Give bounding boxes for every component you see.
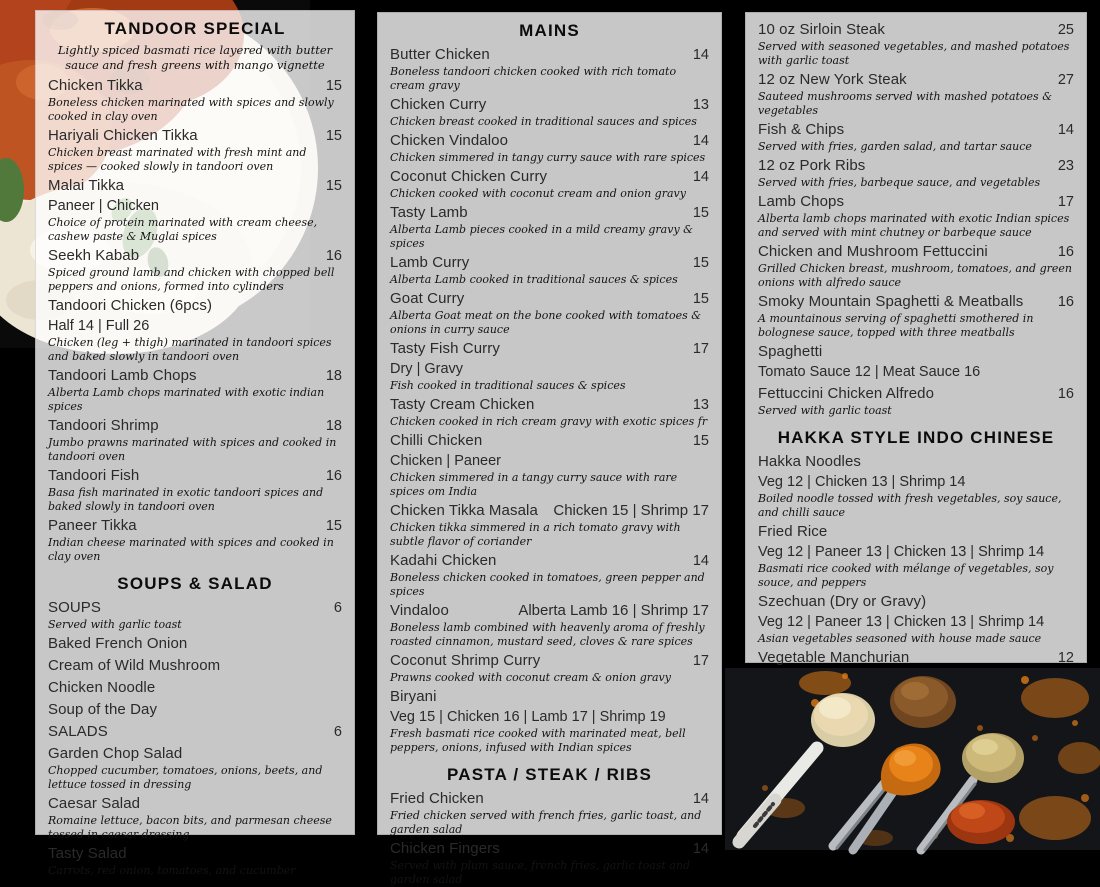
item-description: Asian vegetables seasoned with house made sauce <box>758 632 1042 645</box>
item-description: Chopped cucumber, tomatoes, onions, beets, and lettuce tossed in dressing <box>48 764 323 791</box>
item-name: Tasty Salad <box>48 845 127 862</box>
menu-item <box>758 292 1074 340</box>
menu-item <box>390 95 709 129</box>
item-description: Basmati rice cooked with mélange of vegetables, soy souce, and peppers <box>758 562 1054 589</box>
item-name: Chilli Chicken <box>390 432 483 449</box>
item-description: Chicken tikka simmered in a rich tomato gravy with subtle flavor of coriander <box>390 521 681 548</box>
item-description: Prawns cooked with coconut cream & onion gravy <box>390 671 671 684</box>
menu-section <box>48 573 342 878</box>
menu-item <box>48 722 342 742</box>
menu-item <box>48 744 342 792</box>
item-name: Fried Rice <box>758 523 828 540</box>
menu-item <box>48 516 342 564</box>
menu-item <box>758 342 1074 382</box>
item-description: Fish cooked in traditional sauces & spices <box>390 379 626 392</box>
item-name: Chicken Vindaloo <box>390 132 509 149</box>
item-name: Kadahi Chicken <box>390 552 497 569</box>
item-line <box>758 70 1074 90</box>
item-line <box>48 844 342 864</box>
item-line <box>48 416 342 436</box>
section-title: SOUPS & SALAD <box>117 574 273 593</box>
menu-item <box>390 551 709 599</box>
item-name: Spaghetti <box>758 343 823 360</box>
menu-item <box>758 384 1074 418</box>
spice-photo-graphic <box>725 668 1100 850</box>
menu-item <box>48 678 342 698</box>
item-description: Indian cheese marinated with spices and cooked in clay oven <box>48 536 334 563</box>
item-price: 17 <box>692 653 709 669</box>
item-name: Soup of the Day <box>48 701 158 718</box>
item-description: Boiled noodle tossed with fresh vegetables, soy sauce, and chilli sauce <box>758 492 1062 519</box>
item-price: 16 <box>1057 386 1074 402</box>
menu-item <box>48 246 342 294</box>
item-description: Served with fries, garden salad, and tartar sauce <box>758 140 1032 153</box>
item-description: Grilled Chicken breast, mushroom, tomatoes, and green onions with alfredo sauce <box>758 262 1072 289</box>
item-name: 10 oz Sirloin Steak <box>758 21 885 38</box>
item-line <box>758 120 1074 140</box>
item-line <box>758 522 1074 542</box>
section-title: HAKKA STYLE INDO CHINESE <box>777 428 1055 447</box>
item-name: Chicken Tikka Masala <box>390 502 538 519</box>
menu-section <box>48 18 342 564</box>
item-name: Chicken Tikka <box>48 77 143 94</box>
item-name: Fettuccini Chicken Alfredo <box>758 385 935 402</box>
item-line <box>48 246 342 266</box>
item-line <box>48 126 342 146</box>
item-price: 16 <box>325 248 342 264</box>
item-name: Baked French Onion <box>48 635 188 652</box>
item-price: 15 <box>325 78 342 94</box>
menu-item <box>758 522 1074 590</box>
item-name: Malai Tikka <box>48 177 125 194</box>
item-description: Alberta lamb chops marinated with exotic Indian spices and served with mint chutney or barbeque sauce <box>758 212 1070 239</box>
item-description: Boneless tandoori chicken cooked with rich tomato cream gravy <box>390 65 677 92</box>
menu-item <box>758 242 1074 290</box>
item-name: Paneer Tikka <box>48 517 137 534</box>
menu-item <box>390 203 709 251</box>
menu-panel-right <box>745 12 1087 666</box>
item-variant: Tomato Sauce 12 | Meat Sauce 16 <box>758 364 981 380</box>
item-variant: Half 14 | Full 26 <box>48 318 150 334</box>
menu-item <box>390 45 709 93</box>
item-line <box>758 20 1074 40</box>
menu-item <box>758 70 1074 118</box>
item-variant: Veg 12 | Paneer 13 | Chicken 13 | Shrimp 14 <box>758 544 1045 560</box>
menu-item <box>48 700 342 720</box>
item-price: 15 <box>692 205 709 221</box>
menu-item <box>48 76 342 124</box>
item-line <box>390 253 709 273</box>
menu-item <box>390 253 709 287</box>
item-name: Caesar Salad <box>48 795 141 812</box>
item-variant: Veg 15 | Chicken 16 | Lamb 17 | Shrimp 19 <box>390 709 666 725</box>
item-price: 25 <box>1057 22 1074 38</box>
item-line <box>390 289 709 309</box>
item-description: Alberta Lamb chops marinated with exotic indian spices <box>48 386 325 413</box>
item-price: 16 <box>325 468 342 484</box>
item-description: Fresh basmati rice cooked with marinated meat, bell peppers, onions, infused with Indian spices <box>390 727 686 754</box>
item-description: Chicken breast cooked in traditional sauces and spices <box>390 115 697 128</box>
item-line <box>48 794 342 814</box>
section-title: TANDOOR SPECIAL <box>104 19 286 38</box>
item-price: 16 <box>1057 294 1074 310</box>
item-line <box>390 431 709 451</box>
item-line <box>390 167 709 187</box>
item-price: 6 <box>333 600 342 616</box>
item-name: Butter Chicken <box>390 46 490 63</box>
item-description: Spiced ground lamb and chicken with chopped bell peppers and onions, formed into cylinders <box>48 266 335 293</box>
item-line <box>48 722 342 742</box>
item-name: Vegetable Manchurian <box>758 649 910 666</box>
item-price: 18 <box>325 368 342 384</box>
menu-item <box>758 156 1074 190</box>
item-price: 13 <box>692 397 709 413</box>
item-description: Boneless chicken cooked in tomatoes, green pepper and spices <box>390 571 705 598</box>
item-inline-variant: Chicken 15 | Shrimp 17 <box>553 502 709 519</box>
item-line <box>758 452 1074 472</box>
item-line <box>390 687 709 707</box>
section-subtitle: Lightly spiced basmati rice layered with butter sauce and fresh greens with mango vignette <box>57 43 333 72</box>
menu-item <box>390 289 709 337</box>
menu-item <box>390 789 709 837</box>
item-price: 15 <box>692 433 709 449</box>
item-line <box>758 592 1074 612</box>
item-price: 18 <box>325 418 342 434</box>
menu-item <box>48 634 342 654</box>
menu-item <box>390 839 709 887</box>
menu-item <box>48 598 342 632</box>
item-name: Cream of Wild Mushroom <box>48 657 221 674</box>
item-description: Fried chicken served with french fries, garlic toast, and garden salad <box>390 809 702 836</box>
item-description: Chicken (leg + thigh) marinated in tandoori spices and baked slowly in tandoori oven <box>48 336 332 363</box>
item-line <box>390 203 709 223</box>
item-name: 12 oz New York Steak <box>758 71 907 88</box>
item-description: Boneless lamb combined with heavenly aroma of freshly roasted cinnamon, mustard seed, cloves & rare spices <box>390 621 705 648</box>
section-title: PASTA / STEAK / RIBS <box>446 765 653 784</box>
item-name: Biryani <box>390 688 437 705</box>
item-line <box>390 601 709 621</box>
item-line <box>48 656 342 676</box>
item-description: Chicken cooked with coconut cream and onion gravy <box>390 187 686 200</box>
item-line <box>758 342 1074 362</box>
menu-item <box>390 651 709 685</box>
menu-panel-middle <box>377 12 722 886</box>
item-price: 14 <box>692 791 709 807</box>
item-name: Lamb Curry <box>390 254 470 271</box>
item-variant: Dry | Gravy <box>390 361 464 377</box>
menu-item <box>390 167 709 201</box>
item-line <box>48 700 342 720</box>
item-line <box>48 466 342 486</box>
section-title: MAINS <box>519 21 580 40</box>
menu-item <box>390 501 709 549</box>
menu-item <box>758 592 1074 646</box>
item-description: Alberta Lamb pieces cooked in a mild creamy gravy & spices <box>390 223 693 250</box>
item-name: Chicken Fingers <box>390 840 500 857</box>
item-name: SOUPS <box>48 599 102 616</box>
item-line <box>48 516 342 536</box>
menu-item <box>48 466 342 514</box>
item-price: 12 <box>1057 650 1074 666</box>
item-price: 27 <box>1057 72 1074 88</box>
item-description: Chicken cooked in rich cream gravy with exotic spices fr <box>390 415 708 428</box>
item-description: Served with seasoned vegetables, and mashed potatoes with garlic toast <box>758 40 1070 67</box>
item-price: 15 <box>325 518 342 534</box>
item-name: Goat Curry <box>390 290 465 307</box>
item-line <box>758 156 1074 176</box>
item-price: 17 <box>1057 194 1074 210</box>
item-name: Coconut Chicken Curry <box>390 168 548 185</box>
item-line <box>390 131 709 151</box>
menu-item <box>48 416 342 464</box>
menu-section <box>390 20 709 755</box>
item-price: 13 <box>692 97 709 113</box>
item-name: Hariyali Chicken Tikka <box>48 127 198 144</box>
item-price: 23 <box>1057 158 1074 174</box>
item-description: Alberta Lamb cooked in traditional sauces & spices <box>390 273 678 286</box>
item-price: 6 <box>333 724 342 740</box>
item-name: Tandoori Chicken (6pcs) <box>48 297 213 314</box>
item-name: Fish & Chips <box>758 121 845 138</box>
item-name: Chicken and Mushroom Fettuccini <box>758 243 988 260</box>
item-line <box>48 296 342 316</box>
item-description: Carrots, red onion, tomatoes, and cucumber <box>48 864 296 877</box>
item-line <box>48 634 342 654</box>
menu-item <box>758 20 1074 68</box>
menu-item <box>48 794 342 842</box>
item-line <box>390 395 709 415</box>
item-description: Chicken breast marinated with fresh mint and spices — cooked slowly in tandoori oven <box>48 146 307 173</box>
item-name: Tandoori Fish <box>48 467 140 484</box>
item-description: Chicken simmered in tangy curry sauce with rare spices <box>390 151 706 164</box>
item-name: Fried Chicken <box>390 790 484 807</box>
menu-panel-left <box>35 10 355 877</box>
item-variant: Veg 12 | Chicken 13 | Shrimp 14 <box>758 474 966 490</box>
item-name: Hakka Noodles <box>758 453 862 470</box>
item-line <box>390 95 709 115</box>
menu-item <box>390 131 709 165</box>
menu-item <box>758 192 1074 240</box>
item-description: Romaine lettuce, bacon bits, and parmesan cheese tossed in caesar dressing <box>48 814 332 841</box>
item-line <box>48 76 342 96</box>
menu-section <box>390 764 709 887</box>
menu-section <box>758 20 1074 418</box>
menu-item <box>48 656 342 676</box>
item-line <box>390 45 709 65</box>
item-variant: Chicken | Paneer <box>390 453 501 469</box>
menu-item <box>390 601 709 649</box>
item-name: Tasty Fish Curry <box>390 340 500 357</box>
menu-item <box>48 126 342 174</box>
menu-item <box>48 176 342 244</box>
menu-section <box>758 427 1074 668</box>
item-price: 14 <box>1057 122 1074 138</box>
item-description: Served with fries, barbeque sauce, and vegetables <box>758 176 1041 189</box>
menu-item <box>390 687 709 755</box>
item-name: Chicken Noodle <box>48 679 156 696</box>
item-inline-variant: Alberta Lamb 16 | Shrimp 17 <box>518 602 709 619</box>
menu-item <box>758 452 1074 520</box>
item-name: SALADS <box>48 723 108 740</box>
item-line <box>390 551 709 571</box>
item-price: 14 <box>692 47 709 63</box>
item-description: Basa fish marinated in exotic tandoori spices and baked slowly in tandoori oven <box>48 486 324 513</box>
item-line <box>48 678 342 698</box>
menu-item <box>390 339 709 393</box>
item-description: Served with garlic toast <box>48 618 182 631</box>
item-description: A mountainous serving of spaghetti smothered in bolognese sauce, topped with three meatballs <box>758 312 1034 339</box>
item-price: 14 <box>692 169 709 185</box>
item-line <box>390 651 709 671</box>
item-price: 16 <box>1057 244 1074 260</box>
item-line <box>758 192 1074 212</box>
spice-photo <box>725 668 1100 850</box>
item-variant: Veg 12 | Paneer 13 | Chicken 13 | Shrimp 14 <box>758 614 1045 630</box>
item-line <box>390 789 709 809</box>
menu-item <box>48 844 342 878</box>
item-name: Chicken Curry <box>390 96 487 113</box>
item-line <box>390 339 709 359</box>
item-description: Boneless chicken marinated with spices and slowly cooked in clay oven <box>48 96 334 123</box>
item-name: 12 oz Pork Ribs <box>758 157 866 174</box>
item-description: Alberta Goat meat on the bone cooked with tomatoes & onions in curry sauce <box>390 309 702 336</box>
item-price: 15 <box>692 255 709 271</box>
item-price: 15 <box>325 128 342 144</box>
item-variant: Paneer | Chicken <box>48 198 159 214</box>
item-name: Coconut Shrimp Curry <box>390 652 541 669</box>
menu-item <box>758 648 1074 668</box>
item-line <box>758 384 1074 404</box>
item-line <box>48 744 342 764</box>
item-price: 17 <box>692 341 709 357</box>
item-name: Smoky Mountain Spaghetti & Meatballs <box>758 293 1024 310</box>
item-line <box>390 501 709 521</box>
item-price: 14 <box>692 133 709 149</box>
item-name: Vindaloo <box>390 602 449 619</box>
menu-item <box>48 296 342 364</box>
menu-item <box>758 120 1074 154</box>
item-price: 14 <box>692 553 709 569</box>
item-name: Tasty Lamb <box>390 204 468 221</box>
item-description: Jumbo prawns marinated with spices and cooked in tandoori oven <box>48 436 337 463</box>
item-description: Choice of protein marinated with cream cheese, cashew paste & Muglai spices <box>48 216 318 243</box>
item-name: Seekh Kabab <box>48 247 140 264</box>
item-description: Sauteed mushrooms served with mashed potatoes & vegetables <box>758 90 1052 117</box>
menu-item <box>48 366 342 414</box>
item-price: 15 <box>325 178 342 194</box>
item-name: Garden Chop Salad <box>48 745 183 762</box>
item-name: Tasty Cream Chicken <box>390 396 535 413</box>
item-name: Lamb Chops <box>758 193 845 210</box>
item-line <box>48 366 342 386</box>
menu-item <box>390 395 709 429</box>
item-name: Tandoori Shrimp <box>48 417 159 434</box>
item-name: Tandoori Lamb Chops <box>48 367 197 384</box>
item-line <box>390 839 709 859</box>
item-price: 14 <box>692 841 709 857</box>
item-price: 15 <box>692 291 709 307</box>
item-line <box>48 598 342 618</box>
item-description: Served with plum sauce, french fries, garlic toast and garden salad <box>390 859 691 886</box>
menu-item <box>390 431 709 499</box>
item-line <box>758 242 1074 262</box>
item-name: Szechuan (Dry or Gravy) <box>758 593 927 610</box>
item-line <box>48 176 342 196</box>
item-description: Chicken simmered in a tangy curry sauce with rare spices om India <box>390 471 678 498</box>
item-line <box>758 648 1074 668</box>
item-line <box>758 292 1074 312</box>
item-description: Served with garlic toast <box>758 404 892 417</box>
